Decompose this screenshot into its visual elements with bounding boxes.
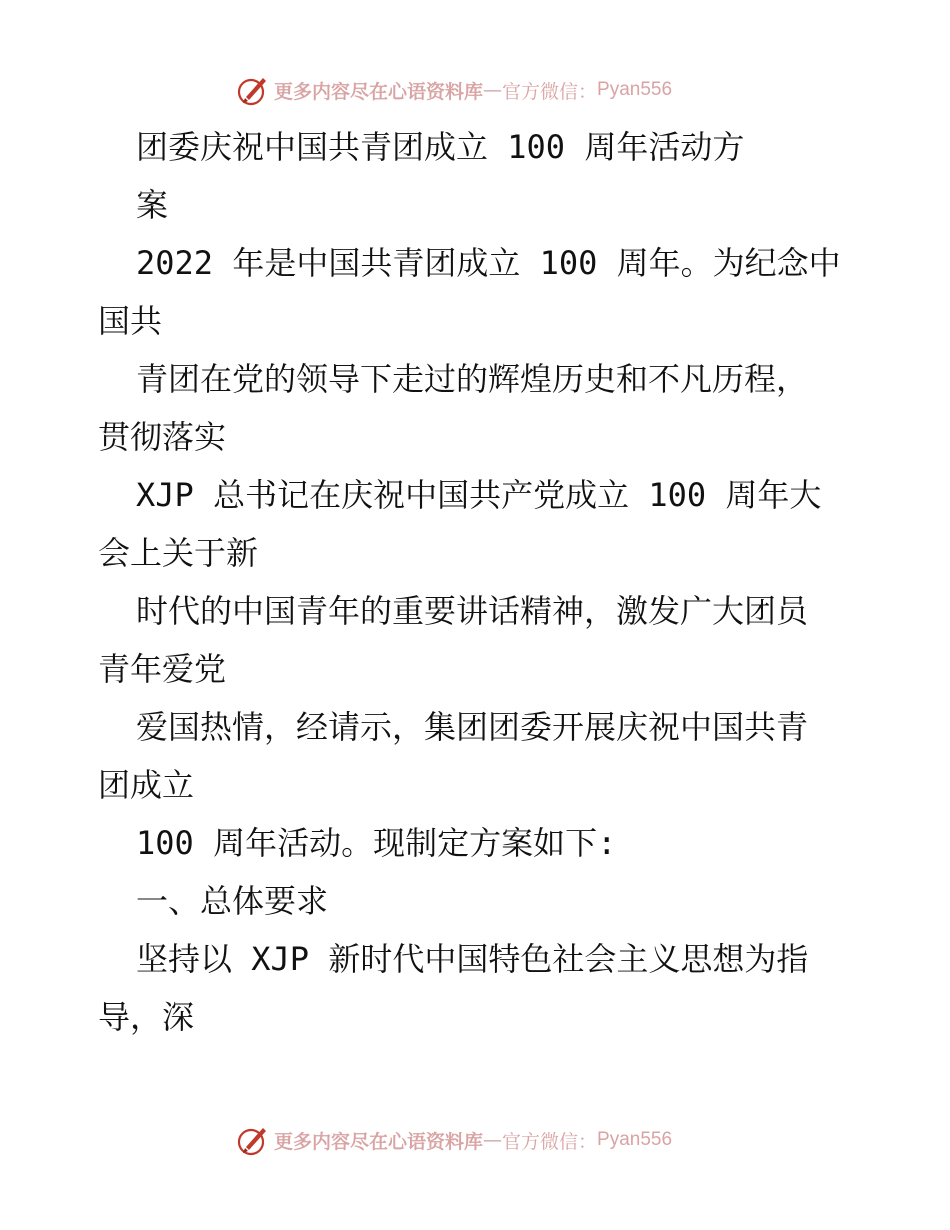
document-line: 坚持以 XJP 新时代中国特色社会主义思想为指 xyxy=(136,940,809,978)
header-watermark xyxy=(236,73,672,107)
watermark-wechat-id: Pyan556 xyxy=(597,79,673,100)
watermark-wechat-id: Pyan556 xyxy=(597,1129,673,1150)
watermark-separator: — xyxy=(483,1129,503,1151)
watermark-wechat-label: 官方微信： xyxy=(502,1130,598,1153)
quill-pen-logo-icon xyxy=(236,73,270,107)
document-line: 爱国热情，经请示，集团团委开展庆祝中国共青 xyxy=(136,708,809,746)
quill-pen-logo-icon xyxy=(236,1123,270,1157)
footer-watermark xyxy=(236,1123,672,1157)
document-line: 国共 xyxy=(98,302,163,340)
document-line: 青年爱党 xyxy=(98,650,227,688)
document-line: 100 周年活动。现制定方案如下: xyxy=(136,824,617,862)
watermark-site-text: 更多内容尽在心语资料库 xyxy=(274,80,484,103)
document-line: 导，深 xyxy=(98,998,195,1036)
document-line: 会上关于新 xyxy=(98,534,259,572)
document-line: 案 xyxy=(136,186,169,224)
document-line: 贯彻落实 xyxy=(98,418,227,456)
document-line: XJP 总书记在庆祝中国共产党成立 100 周年大 xyxy=(136,476,822,514)
document-body xyxy=(98,118,858,1046)
watermark-wechat-label: 官方微信： xyxy=(502,80,598,103)
watermark-separator: — xyxy=(483,79,503,101)
document-line: 青团在党的领导下走过的辉煌历史和不凡历程， xyxy=(136,360,809,398)
document-line: 时代的中国青年的重要讲话精神，激发广大团员 xyxy=(136,592,809,630)
document-line: 团成立 xyxy=(98,766,195,804)
document-line: 一、总体要求 xyxy=(136,882,329,920)
document-line: 2022 年是中国共青团成立 100 周年。为纪念中 xyxy=(136,244,841,282)
document-line: 团委庆祝中国共青团成立 100 周年活动方 xyxy=(136,128,745,166)
watermark-site-text: 更多内容尽在心语资料库 xyxy=(274,1130,484,1153)
